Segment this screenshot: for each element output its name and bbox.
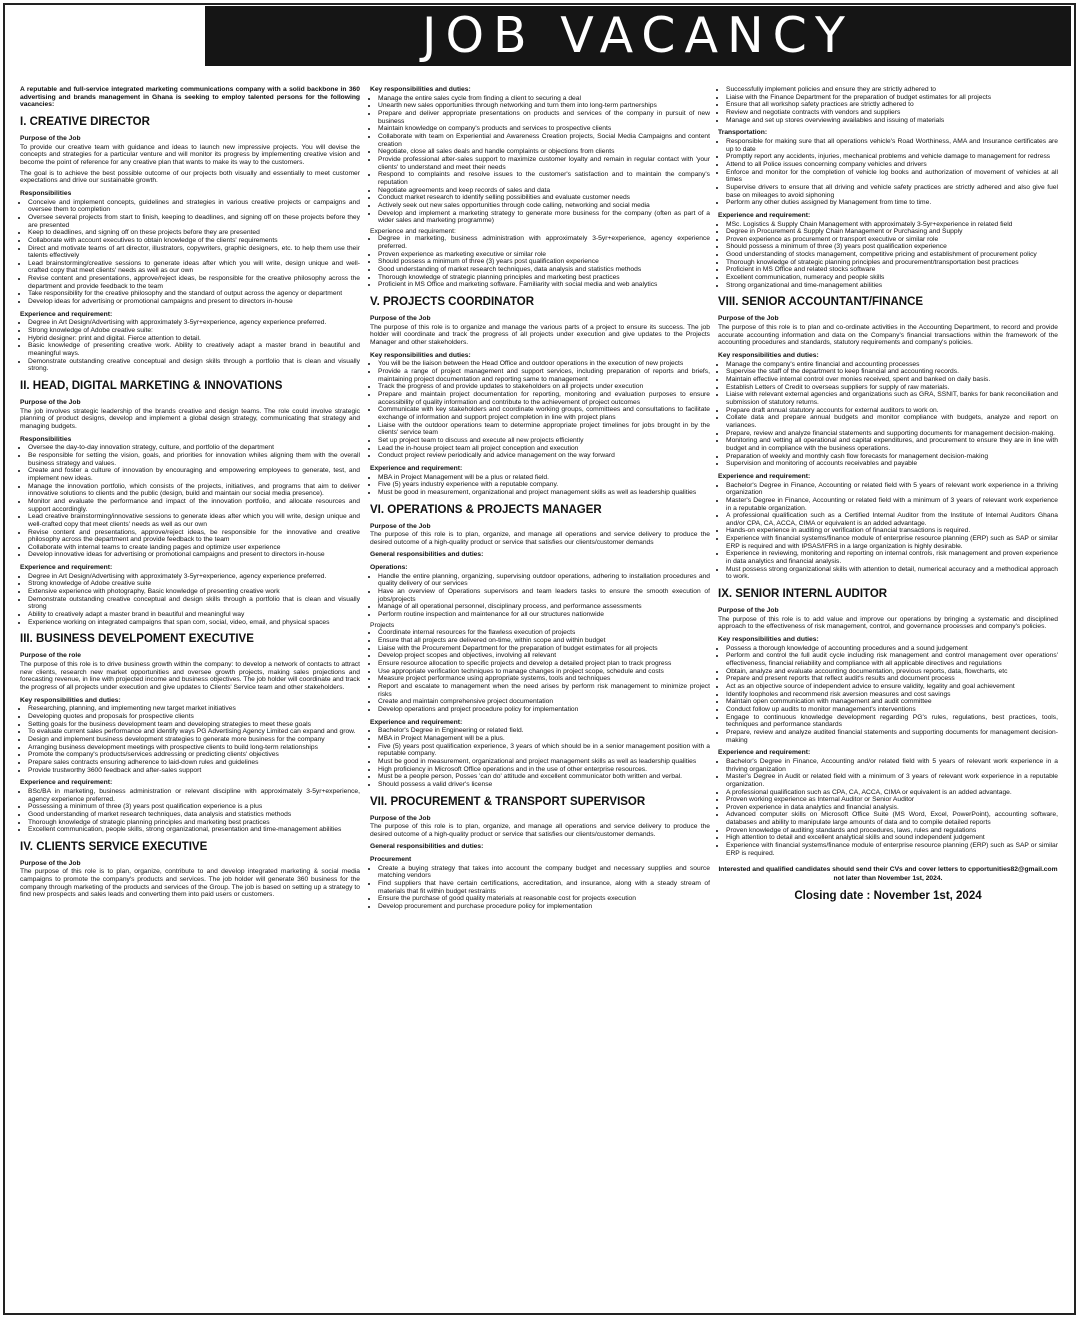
key-responsibilities-label: Key responsibilities and duties: (370, 86, 471, 93)
list-item: • Collaborate with account executives to obtain knowledge of the clients' requirements (28, 237, 360, 245)
list-item: • Develop ideas for advertising or promotional campaigns and present to directors in-house (28, 298, 360, 306)
list-item: • Coordinate internal resources for the flawless execution of projects (378, 629, 710, 637)
experience-label: Experience and requirement: (718, 749, 811, 757)
list-item: • Develop operations and project procedure policy for implementation (378, 706, 710, 714)
responsibilities-list (718, 645, 1058, 745)
purpose-text: The purpose of this role is to plan, organize, and manage all operations and service delivery to produce the desired outcome of a high-quality product or service that satisfies our clients/customer demands (370, 531, 710, 546)
experience-list (718, 758, 1058, 858)
list-item: • Develop innovative ideas for advertising or promotional campaigns and present to directors in-house (28, 551, 360, 559)
list-item: • Setting goals for the business development team and developing strategies to meet these goals (28, 721, 360, 729)
list-item: • Conceive and implement concepts, guidelines and strategies in various creative projects or campaigns and oversee them to completion (28, 199, 360, 214)
list-item: • Manage and set up stores overviewing availables and issuing of materials (726, 117, 1058, 125)
list-item: • Five (5) years industry experience with a reputable company. (378, 481, 710, 489)
list-item: • Conduct market research to identify selling possibilities and evaluate customer needs (378, 194, 710, 202)
list-item: • Take responsibility for the creative philosophy and the standard of output across the agency or department (28, 290, 360, 298)
list-item: • Must be good in measurement, organizational and project management skills as well as leadership qualities (378, 489, 710, 497)
list-item: • Ensure the purchase of good quality materials at reasonable cost for projects execution (378, 895, 710, 903)
list-item: • Engage to continuous knowledge development regarding PG's rules, regulations, best practices, tools, techniques and performance standards (726, 714, 1058, 729)
list-item: • Bachelor's Degree in Engineering or related field. (378, 727, 710, 735)
list-item: • Good understanding of market research techniques, data analysis and statistics methods (28, 811, 360, 819)
list-item: • Use appropriate verification techniques to manage changes in project scope, schedule and costs (378, 668, 710, 676)
experience-list (20, 573, 360, 627)
experience-list (370, 474, 710, 497)
list-item: • Proven experience as marketing executive or similar role (378, 251, 710, 259)
list-item: • Bachelor's Degree in Finance, Accounting or related field with 5 years of relevant work experience in a thriving organization (726, 482, 1058, 497)
list-item: • Degree in marketing, business administration with approximately 3-5yr+experience, agency experience preferred. (378, 235, 710, 250)
list-item: • Possess a thorough knowledge of accounting procedures and a sound judgement (726, 645, 1058, 653)
list-item: • Manage the innovation portfolio, which consists of the projects, initiatives, and programs that aim to deliver innovative solutions to clients and the public (design, build and maintain our social media presence). (28, 483, 360, 498)
list-item: • Proven experience in data analytics and financial analysis. (726, 804, 1058, 812)
responsibilities-list (20, 444, 360, 559)
list-item: • Develop project scopes and objectives, involving all relevant (378, 652, 710, 660)
operations-list (370, 573, 710, 619)
key-responsibilities-label: Key responsibilities and duties: (20, 696, 121, 704)
list-item: • Conduct follow up audits to monitor management's interventions (726, 706, 1058, 714)
purpose-text: To provide our creative team with guidance and ideas to launch new impressive projects. You will devise the concepts and strategies for a particular venture and will monitor its progress by implementing creative vision and become the point of reference for any creative plan that wants to make its way to the customers. (20, 143, 360, 166)
list-item: • Hands-on experience in auditing or verification of financial transactions is required. (726, 527, 1058, 535)
responsibilities-list (718, 361, 1058, 468)
list-item: • Have an overview of Operations supervisors and team leaders tasks to ensure the smooth execution of jobs/projects (378, 588, 710, 603)
list-item: • MBA in Project Management will be a plus or related field. (378, 474, 710, 482)
section-heading-senior-internal-auditor: IX. SENIOR INTERNL AUDITOR (718, 588, 888, 601)
procurement-list-continued (718, 86, 1058, 124)
list-item: • Degree in Procurement & Supply Chain Management or Purchasing and Supply (726, 228, 1058, 236)
list-item: • Revise content and presentations, approve/reject ideas, be responsible for the innovative and creative philosophy across the department and provide feedback to the team (28, 529, 360, 544)
list-item: • Good understanding of market research techniques, data analysis and statistics methods (378, 266, 710, 274)
list-item: • Track the progress of and provide updates to stakeholders on all projects under execution (378, 383, 710, 391)
list-item: • Experience in reviewing, monitoring and reporting on internal controls, risk management and proven experience in data analytics and financial analysis. (726, 550, 1058, 565)
list-item: • Must be good in measurement, organizational and project management skills as well as leadership qualities (378, 758, 710, 766)
responsibilities-list (370, 360, 710, 460)
purpose-label: Purpose of the Job (20, 859, 81, 867)
experience-label: Experience and requirement: (718, 472, 811, 480)
experience-label: Experience and requirement: (20, 310, 113, 318)
list-item: • Collaborate with internal teams to create landing pages and optimize user experience (28, 544, 360, 552)
closing-date: Closing date : November 1st, 2024 (794, 890, 982, 903)
list-item: • Thorough knowledge of strategic planning principles and marketing best practices (28, 819, 360, 827)
list-item: • Advanced computer skills on Microsoft Office Suite (MS Word, Excel, PowerPoint), accounting software, databases and ability to manipulate large amounts of data and to compile detailed reports (726, 811, 1058, 826)
purpose-label: Purpose of the Job (20, 134, 81, 142)
list-item: • Keep to deadlines, and signing off on these projects before they are presented (28, 229, 360, 237)
list-item: • Strong organizational and time-management abilities (726, 282, 1058, 290)
list-item: • Create and foster a culture of innovation by encouraging and empowering employees to generate, test, and implement new ideas. (28, 467, 360, 482)
list-item: • Monitoring and vetting all operational and capital expenditures, and procurement to ensure they are in line with budget and in compliance with the business operations. (726, 437, 1058, 452)
list-item: • Experience working on integrated campaigns that span com, social, video, email, and physical spaces (28, 619, 360, 627)
list-item: • Revise content and presentations, approve/reject ideas, be responsible for the creative philosophy across the department and provide feedback to the team (28, 275, 360, 290)
experience-label: Experience and requirement: (718, 211, 811, 219)
list-item: • Should possess a valid driver's license (378, 781, 710, 789)
list-item: • Enforce and monitor for the completion of vehicle log books and authorization of movement of vehicles at all times (726, 169, 1058, 184)
key-responsibilities-label: Key responsibilities and duties: (718, 352, 819, 360)
list-item: • Prepare, review and analyze financial statements and supporting documents for management decision-making. (726, 430, 1058, 438)
responsibilities-list (20, 705, 360, 774)
list-item: • Possessing a minimum of three (3) years post qualification experience is a plus (28, 803, 360, 811)
list-item: • Proven knowledge of auditing standards and procedures, laws, rules and regulations (726, 827, 1058, 835)
section-heading-business-development: III. BUSINESS DEVELPOMENT EXECUTIVE (20, 633, 254, 646)
list-item: • Master's Degree in Audit or related field with a minimum of 3 years of relevant work experience in a reputable organization. (726, 773, 1058, 788)
list-item: • Identify loopholes and recommend risk aversion measures and cost savings (726, 691, 1058, 699)
list-item: • Respond to complaints and resolve issues to the customer's satisfaction and to maintain the company's reputation (378, 171, 710, 186)
experience-label: Experience and requirement: (370, 227, 456, 235)
list-item: • Negotiate, close all sales deals and handle complaints or objections from clients (378, 148, 710, 156)
intro-text: A reputable and full-service integrated marketing communications company with a solid backbone in 360 advertising and brands management in Ghana is seeking to employ talented persons for the following vacancies: (20, 86, 360, 109)
purpose-label: Purpose of the Job (20, 399, 81, 406)
list-item: • Report and escalate to management when the need arises by perform risk management to minimize project risks (378, 683, 710, 698)
purpose-label: Purpose of the Job (718, 315, 779, 323)
list-item: • Prepare sales contracts ensuring adherence to laid-down rules and guidelines (28, 759, 360, 767)
list-item: • Should possess a minimum of three (3) years post qualification experience (378, 258, 710, 266)
key-responsibilities-label: Key responsibilities and duties: (718, 636, 819, 644)
list-item: • Master's Degree in Finance, Accounting or related field with a minimum of 3 years of relevant work experience in a reputable organization. (726, 497, 1058, 512)
section-heading-senior-accountant: VIII. SENIOR ACCOUNTANT/FINANCE (718, 296, 924, 309)
list-item: • Lead the in-house project team all project conception and execution (378, 445, 710, 453)
experience-label: Experience and requirement: (370, 464, 463, 472)
list-item: • Perform routine inspection and maintenance for all our structures nationwide (378, 611, 710, 619)
list-item: • Provide trustworthy 3600 feedback and after-sales support (28, 767, 360, 775)
list-item: • Excellent communication, numeracy and people skills (726, 274, 1058, 282)
list-item: • Ensure that all workshop safety practices are strictly adhered to (726, 101, 1058, 109)
list-item: • Proficient in MS Office and marketing software. Familiarity with social media and web analytics (378, 281, 710, 289)
list-item: • A professional qualification such as a Certified Internal Auditor from the Institute of Internal Auditors Ghana and/or CPA, CA, ACCA, CIMA or equivalent is an added advantage. (726, 512, 1058, 527)
column-left (20, 86, 360, 902)
list-item: • Set up project team to discuss and execute all new projects efficiently (378, 437, 710, 445)
list-item: • Ensure resource allocation to specific projects and develop a detailed project plan to track progress (378, 660, 710, 668)
experience-label: Experience and requirement: (20, 564, 113, 572)
list-item: • MBA in Project Management will be a plus. (378, 735, 710, 743)
experience-list (20, 788, 360, 834)
list-item: • Should possess a minimum of three (3) years post qualification experience (726, 243, 1058, 251)
list-item: • Establish Letters of Credit to overseas suppliers for supply of raw materials. (726, 384, 1058, 392)
purpose-text: The purpose of this role is to organize and manage the various parts of a project to ensure its success. The job holder will coordinate and track the progress of all projects under execution and give updates to the Projects Manager and other stakeholders. (370, 323, 710, 347)
column-middle (370, 86, 710, 914)
list-item: • Must possess strong organizational skills with attention to detail, numerical accuracy and a methodical approach to work. (726, 566, 1058, 581)
list-item: • Communicate with key stakeholders and coordinate working groups, committees and consultations to facilitate exchange of information and support project completion in line with project plans (378, 406, 710, 421)
general-responsibilities-label: General responsibilities and duties: (370, 551, 484, 559)
list-item: • To evaluate current sales performance and identify ways PG Advertising Agency Limited can expand and grow. (28, 728, 360, 736)
general-responsibilities-label: General responsibilities and duties: (370, 843, 484, 851)
list-item: • Liaise with the Finance Department for the preparation of budget estimates for all projects (726, 94, 1058, 102)
list-item: • You will be the liaison between the Head Office and outdoor operations in the execution of new projects (378, 360, 710, 368)
list-item: • Experience with financial systems/finance module of enterprise resource planning (ERP) such as SAP or similar ERP is required. (726, 842, 1058, 857)
operations-label: Operations: (370, 564, 408, 572)
list-item: • Proven working experience as Internal Auditor or Senior Auditor (726, 796, 1058, 804)
list-item: • Ability to creatively adapt a master brand in beautiful and meaningful way (28, 611, 360, 619)
list-item: • Degree in Art Design/Advertising with approximately 3-5yr+experience, agency experience preferred. (28, 573, 360, 581)
list-item: • Researching, planning, and implementing new target market initiatives (28, 705, 360, 713)
purpose-text: The job involves strategic leadership of the brands creative and design teams. The role could involve strategic planning of product designs, develop and implement a global design strategy, communicating that strategy and managing budgets. (20, 407, 360, 430)
list-item: • Thorough knowledge of strategic planning principles and marketing best practices (378, 274, 710, 282)
list-item: • Perform and control the full audit cycle including risk management and control management over operations' effectiveness, financial reliability and compliance with all applicable directives and regulations (726, 652, 1058, 667)
list-item: • Thorough knowledge of strategic planning principles and procurement/transportation best practices (726, 259, 1058, 267)
list-item: • Develop and implement a marketing strategy to generate more business for the company (often as part of a wider sales and marketing programme) (378, 210, 710, 225)
experience-label: Experience and requirement: (20, 779, 113, 787)
list-item: • A professional qualification such as CPA, CA, ACCA, CIMA or equivalent is an added advantage. (726, 789, 1058, 797)
purpose-text: The purpose of this role is to drive business growth within the company: to develop a network of contacts to attract new clients, research new market opportunities and oversee growth projects, making sales projections and forecasting revenue, in line with projected income and business objectives. The job holder will coordinate and track the progress of all projects under execution and give updates to Clients' Service team and other stakeholders. (20, 661, 360, 691)
list-item: • Actively seek out new sales opportunities through code calling, networking and social media (378, 202, 710, 210)
section-heading-creative-director: I. CREATIVE DIRECTOR (20, 115, 150, 128)
responsibilities-label: Responsibilities (20, 189, 72, 197)
list-item: • Prepare and deliver appropriate presentations on products and services of the company in pursuit of new business (378, 110, 710, 125)
purpose-text: The purpose of this role is to plan, organize, contribute to and develop integrated marketing & social media campaigns to promote the company's products and services. The job holder will generate 360 business for the company through marketing of the products and services of the Group. The job is based on setting up a strategy to find new prospects and sales leads and converting them into paid users or customers. (20, 868, 360, 899)
list-item: • Review and negotiate contracts with vendors and suppliers (726, 109, 1058, 117)
purpose-label: Purpose of the Job (718, 607, 779, 615)
purpose-label: Purpose of the Job (370, 814, 431, 822)
list-item: • Bachelor's Degree in Finance, Accounting and/or related field with 5 years of relevant work experience in a thriving organization (726, 758, 1058, 773)
list-item: • Direct and motivate teams of art director, illustrators, copywriters, graphic designers, etc. to help them use their talents effectively (28, 245, 360, 260)
section-heading-clients-service: IV. CLIENTS SERVICE EXECUTIVE (20, 840, 208, 853)
list-item: • Liaise with relevant external agencies and organizations such as GRA, SSNIT, banks for bank reconciliation and submission of statutory returns. (726, 391, 1058, 406)
procurement-label: Procurement (370, 856, 412, 864)
list-item: • Developing quotes and proposals for prospective clients (28, 713, 360, 721)
list-item: • Five (5) years post qualification experience, 3 years of which should be in a senior management position with a reputable company. (378, 743, 710, 758)
list-item: • Proven experience as procurement or transport executive or similar role (726, 236, 1058, 244)
list-item: • BSc/BA in marketing, business administration or relevant discipline with approximately 3-5yr+experience, agency experience preferred. (28, 788, 360, 803)
list-item: • Negotiate agreements and keep records of sales and data (378, 187, 710, 195)
application-instructions: Interested and qualified candidates should send their CVs and cover letters to cpportunities82@gmail.com not later than November 1st, 2024. (718, 866, 1058, 883)
list-item: • Obtain, analyze and evaluate accounting documentation, previous reports, data, flowcharts, etc (726, 668, 1058, 676)
list-item: • Manage of all operational personnel, disciplinary process, and performance assessments (378, 603, 710, 611)
list-item: • Create a buying strategy that takes into account the company budget and necessary supplies and source matching vendors (378, 865, 710, 880)
list-item: • Unearth new sales opportunities through networking and turn them into long-term partnerships (378, 102, 710, 110)
list-item: • Conduct project review periodically and advice management on the way forward (378, 452, 710, 460)
list-item: • Monitor and evaluate the performance and impact of the innovation portfolio, and allocate resources and support accordingly. (28, 498, 360, 513)
list-item: • Basic knowledge of presenting creative work. Ability to creatively adapt a master brand in beautiful and meaningful ways. (28, 342, 360, 357)
list-item: • Manage the company's entire financial and accounting processes (726, 361, 1058, 369)
list-item: • High attention to detail and excellent analytical skills and sound independent judgement (726, 834, 1058, 842)
list-item: • Collate data and prepare annual budgets and monitor compliance with budgets, analyze and report on variances. (726, 414, 1058, 429)
list-item: • Demonstrate outstanding creative conceptual and design skills through a portfolio that is clean and visually strong. (28, 358, 360, 373)
experience-list (718, 221, 1058, 290)
list-item: • Prepare and present reports that reflect audit's results and document process (726, 675, 1058, 683)
list-item: • Liaise with the outdoor operations team to determine appropriate project timelines for jobs brought in by the clients' service team (378, 422, 710, 437)
list-item: • Responsible for making sure that all operations vehicle's Road Worthiness, AMA and Insurance certificates are up to date (726, 138, 1058, 153)
list-item: • Good understanding of stocks management, competitive pricing and establishment of procurement policy (726, 251, 1058, 259)
list-item: • Lead brainstorming/creative sessions to generate ideas after which you will write, design unique and well-crafted copy that meet clients' needs as well as our own (28, 260, 360, 275)
list-item: • Arranging business development meetings with prospective clients to build long-term relationships (28, 744, 360, 752)
list-item: • Measure project performance using appropriate systems, tools and techniques (378, 675, 710, 683)
page-title: JOB VACANCY (205, 6, 1071, 66)
procurement-list (370, 865, 710, 911)
list-item: • Prepare draft annual statutory accounts for external auditors to work on. (726, 407, 1058, 415)
list-item: • Ensure that all projects are delivered on-time, within scope and within budget (378, 637, 710, 645)
section-heading-procurement-supervisor: VII. PROCUREMENT & TRANSPORT SUPERVISOR (370, 795, 646, 808)
list-item: • Collaborate with team on Experiential and Awareness Creation projects, Social Media Campaigns and content creation (378, 133, 710, 148)
list-item: • Successfully implement policies and ensure they are strictly adhered to (726, 86, 1058, 94)
list-item: • Maintain open communication with management and audit committee (726, 698, 1058, 706)
list-item: • Develop procurement and purchase procedure policy for implementation (378, 903, 710, 911)
list-item: • Be responsible for setting the vision, goals, and priorities for innovation whiles aligning them with the overall business strategy and values. (28, 452, 360, 467)
list-item: • Create and maintain comprehensive project documentation (378, 698, 710, 706)
list-item: • Oversee several projects from start to finish, keeping to deadlines, and signing off on these projects before they are presented (28, 214, 360, 229)
list-item: • Perform any other duties assigned by Management from time to time. (726, 199, 1058, 207)
list-item: • Prepare and maintain project documentation for reporting, monitoring and evaluation purposes to ensure accessibility of quality information and contribute to the achievement of project outcomes (378, 391, 710, 406)
list-item: • MSc. Logistics & Supply Chain Management with approximately 3-5yr+experience in related field (726, 221, 1058, 229)
list-item: • Provide professional after-sales support to maximize customer loyalty and remain in regular contact with 'your clients' to understand and meet their needs (378, 156, 710, 171)
list-item: • Experience with financial systems/finance module of enterprise resource planning (ERP) such as SAP or similar ERP is required and with IPSAS/IFRS in a large organization is highly desirable. (726, 535, 1058, 550)
list-item: • Oversee the day-to-day innovation strategy, culture, and portfolio of the department (28, 444, 360, 452)
list-item: • Lead creative brainstorming/innovative sessions to generate ideas after which you will write, design unique and well-crafted copy that meet clients' needs as well as our own (28, 513, 360, 528)
list-item: • Design and implement business development strategies to generate more business for the company (28, 736, 360, 744)
list-item: • Find suppliers that have certain certifications, accreditation, and insurance, along with a steady stream of materials that fit within budget restraints (378, 880, 710, 895)
responsibilities-label: Responsibilities (20, 435, 72, 443)
list-item: • Manage the entire sales cycle from finding a client to securing a deal (378, 95, 710, 103)
list-item: • Act as an objective source of independent advice to ensure validity, legality and goal achievement (726, 683, 1058, 691)
list-item: • Maintain knowledge on company's products and services to prospective clients (378, 125, 710, 133)
list-item: • Demonstrate outstanding creative conceptual and design skills through a portfolio that is clean and visually strong (28, 596, 360, 611)
list-item: • Extensive experience with photography, Basic knowledge of presenting creative work (28, 588, 360, 596)
experience-list (370, 235, 710, 289)
purpose-text: The purpose of this role is to plan, organize, and manage all operations and service delivery to produce the desired outcome of a high-quality product or service that satisfies our clients/customer demands. (370, 823, 710, 838)
key-responsibilities-label: Key responsibilities and duties: (370, 351, 471, 359)
list-item: • Promptly report any accidents, injuries, mechanical problems and vehicle damage to management for redress (726, 153, 1058, 161)
list-item: • Supervise the staff of the department to keep financial and accounting records. (726, 368, 1058, 376)
purpose-text: The purpose of this role is to plan and co-ordinate activities in the Accounting Department, to record and provide accurate accounting information and data on the Company's financial transactions within the framework of the accounting procedures and standards, statutory requirements and company's policies. (718, 324, 1058, 347)
transportation-list (718, 138, 1058, 207)
list-item: • Preparation of weekly and monthly cash flow forecasts for management decision-making (726, 453, 1058, 461)
projects-label: Projects (370, 621, 395, 629)
section-heading-head-digital-marketing: II. HEAD, DIGITAL MARKETING & INNOVATIONS (20, 380, 283, 392)
list-item: • Provide a range of project management and support services, including preparation of reports and briefs, maintaining project documentation and reporting same to management (378, 368, 710, 383)
list-item: • Supervise drivers to ensure that all driving and vehicle safety practices are strictly adhered and also give fuel base on mileages to avoid siphoning (726, 184, 1058, 199)
purpose-label: Purpose of the Job (370, 315, 431, 323)
experience-list (718, 482, 1058, 582)
purpose-label: Purpose of the Job (370, 522, 431, 530)
section-heading-projects-coordinator: V. PROJECTS COORDINATOR (370, 296, 535, 309)
projects-list (370, 629, 710, 713)
list-item: • Strong knowledge of Adobe creative suite: (28, 327, 360, 335)
list-item: • Hybrid designer: print and digital. Fierce attention to detail. (28, 335, 360, 343)
responsibilities-list (20, 199, 360, 306)
experience-list (370, 727, 710, 788)
list-item: • Prepare, review and analyze audited financial statements and supporting documents for management decision-making (726, 729, 1058, 744)
list-item: • Supervision and monitoring of accounts receivables and payable (726, 460, 1058, 468)
section-heading-operations-manager: VI. OPERATIONS & PROJECTS MANAGER (370, 503, 602, 516)
purpose-text: The purpose of this role is to add value and improve our operations by bringing a systematic and disciplined approach to the effectiveness of risk management, control, and governance processes and company's policies. (718, 615, 1058, 631)
purpose-label: Purpose of the role (20, 652, 81, 660)
responsibilities-list (370, 95, 710, 225)
list-item: • Liaise with the Procurement Department for the preparation of budget estimates for all projects (378, 645, 710, 653)
list-item: • Proficient in MS Office and related stocks software (726, 266, 1058, 274)
list-item: • Degree in Art Design/Advertising with approximately 3-5yr+experience, agency experience preferred. (28, 319, 360, 327)
list-item: • Must be a people person, Posses 'can do' attitude and excellent communicator both written and verbal. (378, 773, 710, 781)
list-item: • Promote the company's products/services addressing or predicting clients' objectives (28, 751, 360, 759)
experience-list (20, 319, 360, 373)
list-item: • Maintain effective internal control over monies received, spent and banked on daily basis. (726, 376, 1058, 384)
goal-text: The goal is to achieve the best possible outcome of our projects both visually and essentially to meet customer expectations and drive our sustainable growth. (20, 169, 360, 185)
list-item: • Handle the entire planning, organizing, supervising outdoor operations, adhering to installation procedures and quality delivery of our services (378, 573, 710, 588)
list-item: • Excellent communication, people skills, strong organizational, presentation and time-management abilities (28, 826, 360, 834)
list-item: • Attend to all Police issues concerning company vehicles and drivers (726, 161, 1058, 169)
list-item: • Strong knowledge of Adobe creative suite (28, 580, 360, 588)
column-right (718, 86, 1058, 901)
transportation-label: Transportation: (718, 129, 768, 137)
list-item: • High proficiency in Microsoft Office operations and in the use of other enterprise resources. (378, 766, 710, 774)
experience-label: Experience and requirement: (370, 718, 463, 726)
